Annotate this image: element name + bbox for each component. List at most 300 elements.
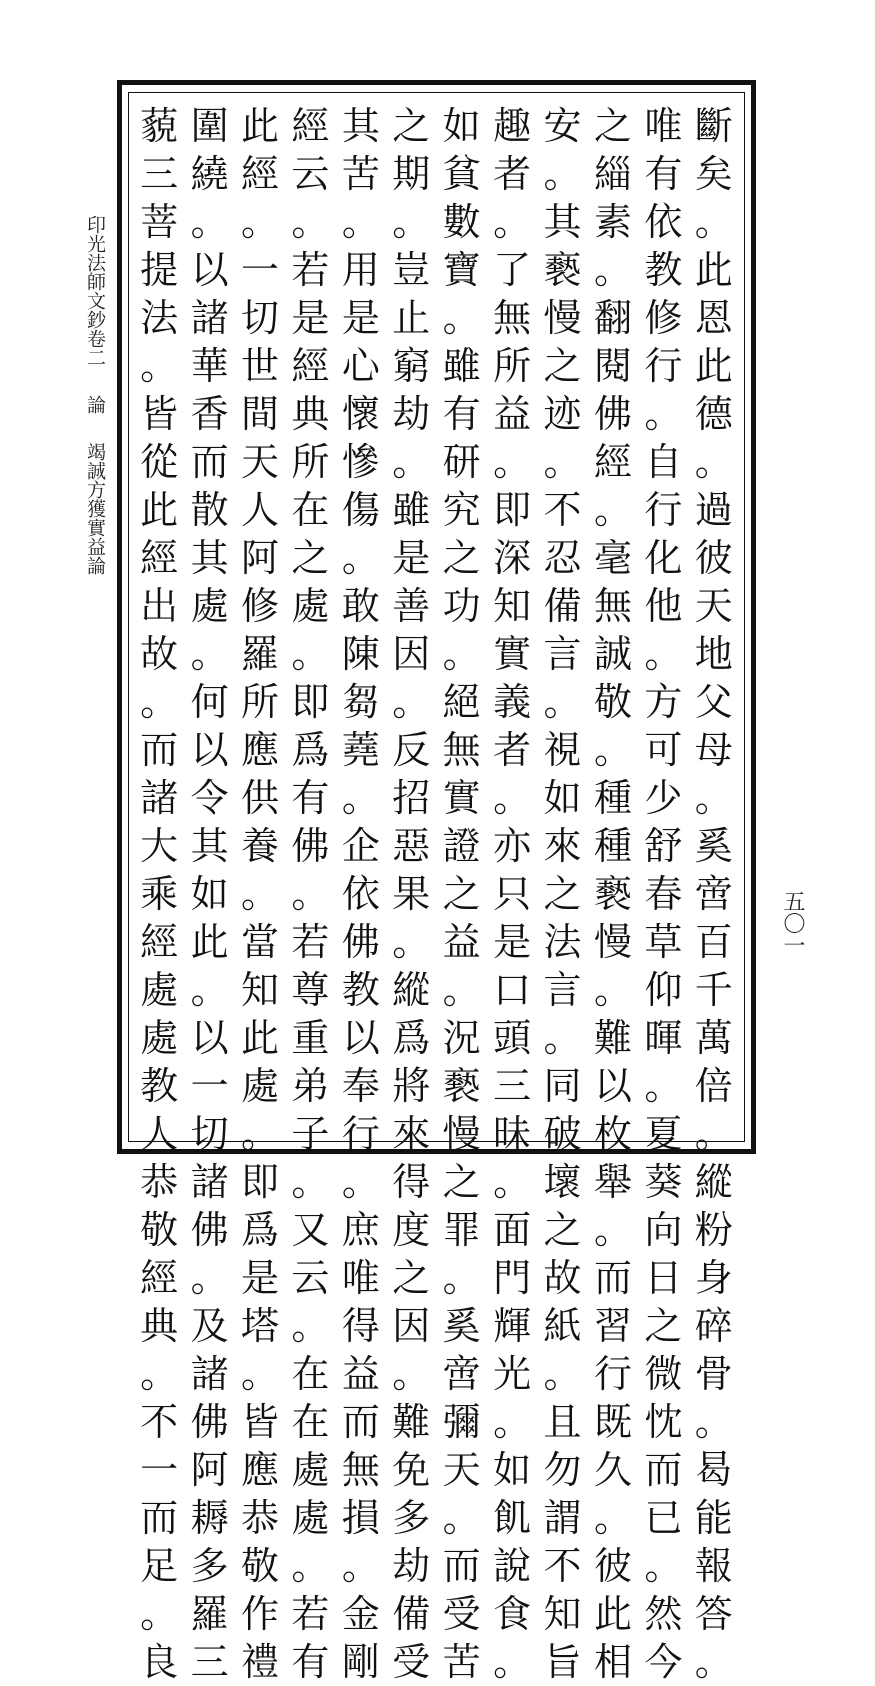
character: 此 [190, 920, 229, 964]
character: 。 [291, 1544, 330, 1588]
character: 知 [543, 1592, 582, 1636]
character: 若 [291, 1592, 330, 1636]
character: 佛 [291, 824, 330, 868]
character: 之 [392, 1256, 431, 1300]
character: 恭 [240, 1496, 279, 1540]
character: 。 [291, 872, 330, 916]
character: 日 [644, 1256, 683, 1300]
character: 云 [291, 152, 330, 196]
character: 光 [493, 1352, 532, 1396]
character: 忍 [543, 536, 582, 580]
character: 彌 [442, 1400, 481, 1444]
character: 繞 [190, 152, 229, 196]
character: 塔 [240, 1304, 279, 1348]
character: 曷 [694, 1448, 733, 1492]
character: 人 [140, 1112, 179, 1156]
character: 在 [291, 1352, 330, 1396]
character: 子 [291, 1112, 330, 1156]
character: 慘 [341, 440, 380, 484]
character: 爲 [240, 1208, 279, 1252]
character: 云 [291, 1256, 330, 1300]
character: 春 [644, 872, 683, 916]
character: 。 [694, 200, 733, 244]
character: 一 [190, 1064, 229, 1108]
character: 以 [593, 1064, 632, 1108]
character: 之 [543, 344, 582, 388]
character: 處 [291, 1448, 330, 1492]
character: 恭 [140, 1160, 179, 1204]
text-column [487, 96, 537, 1684]
character: 彼 [694, 536, 733, 580]
character: 相 [593, 1640, 632, 1684]
character: 倍 [694, 1064, 733, 1108]
character: 能 [694, 1496, 733, 1540]
character: 即 [493, 488, 532, 532]
main-text-body [134, 96, 739, 1684]
character: 切 [190, 1112, 229, 1156]
character: 。 [493, 200, 532, 244]
character: 。 [392, 1352, 431, 1396]
character: 處 [140, 968, 179, 1012]
character: 。 [190, 632, 229, 676]
character: 說 [493, 1544, 532, 1588]
character: 行 [341, 1112, 380, 1156]
character: 反 [392, 728, 431, 772]
character: 。 [442, 296, 481, 340]
character: 化 [644, 536, 683, 580]
character: 而 [442, 1544, 481, 1588]
character: 即 [291, 680, 330, 724]
character: 誠 [593, 632, 632, 676]
text-column [638, 96, 688, 1684]
character: 乘 [140, 872, 179, 916]
character: 是 [493, 920, 532, 964]
character: 如 [190, 872, 229, 916]
character: 。 [291, 200, 330, 244]
character: 佛 [593, 392, 632, 436]
character: 其 [190, 824, 229, 868]
character: 足 [140, 1544, 179, 1588]
character: 食 [493, 1592, 532, 1636]
character: 大 [140, 824, 179, 868]
character: 而 [341, 1400, 380, 1444]
character: 之 [392, 104, 431, 148]
character: 經 [593, 440, 632, 484]
character: 。 [291, 1160, 330, 1204]
character: 爲 [392, 1016, 431, 1060]
character: 言 [543, 632, 582, 676]
character: 。 [442, 1256, 481, 1300]
character: 而 [140, 728, 179, 772]
character: 舉 [593, 1160, 632, 1204]
character: 言 [543, 968, 582, 1012]
character: 貧 [442, 152, 481, 196]
character: 慢 [442, 1112, 481, 1156]
character: 。 [140, 1592, 179, 1636]
character: 奚 [694, 824, 733, 868]
character: 散 [190, 488, 229, 532]
character: 所 [291, 440, 330, 484]
character: 敬 [140, 1208, 179, 1252]
character: 皆 [140, 392, 179, 436]
character: 。 [593, 248, 632, 292]
character: 矣 [694, 152, 733, 196]
character: 心 [341, 344, 380, 388]
character: 一 [240, 248, 279, 292]
character: 實 [493, 632, 532, 676]
character: 證 [442, 824, 481, 868]
character: 敬 [593, 680, 632, 724]
margin-header [76, 215, 106, 575]
character: 可 [644, 728, 683, 772]
character: 啻 [694, 872, 733, 916]
character: 經 [140, 536, 179, 580]
character: 飢 [493, 1496, 532, 1540]
character: 華 [190, 344, 229, 388]
character: 阿 [240, 536, 279, 580]
character: 懷 [341, 392, 380, 436]
character: 應 [240, 1448, 279, 1492]
character: 佛 [341, 920, 380, 964]
character: 。 [341, 200, 380, 244]
character: 。 [493, 776, 532, 820]
character: 依 [341, 872, 380, 916]
character: 。 [341, 1544, 380, 1588]
character: 招 [392, 776, 431, 820]
character: 三 [140, 152, 179, 196]
character: 在 [291, 488, 330, 532]
character: 今 [644, 1640, 683, 1684]
character: 唯 [341, 1256, 380, 1300]
character: 縱 [392, 968, 431, 1012]
character: 。 [140, 680, 179, 724]
character: 剛 [341, 1640, 380, 1684]
character: 。 [190, 200, 229, 244]
character: 忱 [644, 1400, 683, 1444]
character: 如 [543, 776, 582, 820]
character: 無 [593, 584, 632, 628]
character: 之 [442, 872, 481, 916]
character: 視 [543, 728, 582, 772]
character: 此 [694, 344, 733, 388]
character: 。 [493, 1400, 532, 1444]
character: 敢 [341, 584, 380, 628]
character: 羅 [190, 1592, 229, 1636]
character: 來 [392, 1112, 431, 1156]
character: 了 [493, 248, 532, 292]
character: 耨 [190, 1496, 229, 1540]
character: 縱 [694, 1160, 733, 1204]
character: 處 [291, 1496, 330, 1540]
text-column [689, 96, 739, 1684]
character: 香 [190, 392, 229, 436]
character: 夏 [644, 1112, 683, 1156]
character: 修 [644, 296, 683, 340]
character: 。 [644, 1544, 683, 1588]
character: 以 [190, 1016, 229, 1060]
character: 良 [140, 1640, 179, 1684]
character: 處 [190, 584, 229, 628]
character: 。 [190, 968, 229, 1012]
character: 雖 [442, 344, 481, 388]
character: 葵 [644, 1160, 683, 1204]
character: 及 [190, 1304, 229, 1348]
character: 既 [593, 1400, 632, 1444]
character: 此 [240, 104, 279, 148]
character: 之 [442, 1160, 481, 1204]
character: 圍 [190, 104, 229, 148]
character: 人 [240, 488, 279, 532]
character: 教 [140, 1064, 179, 1108]
character: 。 [240, 1352, 279, 1396]
character: 同 [543, 1064, 582, 1108]
character: 。 [392, 440, 431, 484]
character: 從 [140, 440, 179, 484]
character: 即 [240, 1160, 279, 1204]
character: 。 [644, 1064, 683, 1108]
character: 是 [392, 536, 431, 580]
character: 其 [543, 200, 582, 244]
character: 用 [341, 248, 380, 292]
character: 。 [493, 1160, 532, 1204]
character: 經 [291, 344, 330, 388]
character: 行 [644, 344, 683, 388]
character: 閱 [593, 344, 632, 388]
character: 經 [291, 104, 330, 148]
character: 若 [291, 920, 330, 964]
character: 輝 [493, 1304, 532, 1348]
character: 經 [140, 1256, 179, 1300]
character: 多 [392, 1496, 431, 1540]
character: 傷 [341, 488, 380, 532]
character: 者 [493, 152, 532, 196]
essay-title: 竭誠方獲實益論 [84, 442, 106, 575]
character: 其 [341, 104, 380, 148]
character: 。 [341, 536, 380, 580]
character: 難 [392, 1400, 431, 1444]
character: 益 [442, 920, 481, 964]
character: 暉 [644, 1016, 683, 1060]
character: 陳 [341, 632, 380, 676]
character: 。 [341, 1160, 380, 1204]
character: 義 [493, 680, 532, 724]
character: 諸 [190, 1160, 229, 1204]
character: 皆 [240, 1400, 279, 1444]
character: 之 [593, 104, 632, 148]
character: 爲 [291, 728, 330, 772]
character: 苦 [442, 1640, 481, 1684]
character: 雖 [392, 488, 431, 532]
text-column [336, 96, 386, 1684]
character: 頭 [493, 1016, 532, 1060]
character: 罪 [442, 1208, 481, 1252]
character: 而 [140, 1496, 179, 1540]
character: 如 [493, 1448, 532, 1492]
character: 佛 [190, 1208, 229, 1252]
character: 亦 [493, 824, 532, 868]
character: 深 [493, 536, 532, 580]
character: 得 [392, 1160, 431, 1204]
character: 知 [493, 584, 532, 628]
character: 所 [240, 680, 279, 724]
character: 謂 [543, 1496, 582, 1540]
text-column [537, 96, 587, 1684]
character: 處 [291, 584, 330, 628]
character: 將 [392, 1064, 431, 1108]
character: 。 [140, 1352, 179, 1396]
character: 尊 [291, 968, 330, 1012]
character: 。 [291, 1304, 330, 1348]
character: 。 [543, 152, 582, 196]
character: 。 [190, 1256, 229, 1300]
character: 是 [291, 296, 330, 340]
character: 答 [694, 1592, 733, 1636]
character: 何 [190, 680, 229, 724]
character: 破 [543, 1112, 582, 1156]
character: 褻 [593, 872, 632, 916]
character: 仰 [644, 968, 683, 1012]
character: 。 [392, 920, 431, 964]
character: 教 [341, 968, 380, 1012]
character: 骨 [694, 1352, 733, 1396]
character: 。 [694, 1400, 733, 1444]
character: 褻 [543, 248, 582, 292]
character: 。 [694, 776, 733, 820]
character: 寶 [442, 248, 481, 292]
character: 弟 [291, 1064, 330, 1108]
character: 果 [392, 872, 431, 916]
character: 種 [593, 824, 632, 868]
character: 少 [644, 776, 683, 820]
character: 然 [644, 1592, 683, 1636]
character: 提 [140, 248, 179, 292]
character: 世 [240, 344, 279, 388]
character: 劫 [392, 1544, 431, 1588]
character: 之 [543, 1208, 582, 1252]
character: 出 [140, 584, 179, 628]
character: 。 [593, 728, 632, 772]
character: 豈 [392, 248, 431, 292]
character: 之 [543, 872, 582, 916]
character: 德 [694, 392, 733, 436]
character: 。 [442, 1496, 481, 1540]
character: 奉 [341, 1064, 380, 1108]
character: 是 [341, 296, 380, 340]
character: 枚 [593, 1112, 632, 1156]
character: 父 [694, 680, 733, 724]
character: 菩 [140, 200, 179, 244]
text-column [386, 96, 436, 1684]
character: 草 [644, 920, 683, 964]
character: 。 [392, 680, 431, 724]
character: 經 [240, 152, 279, 196]
character: 之 [644, 1304, 683, 1348]
character: 諸 [140, 776, 179, 820]
character: 。 [543, 680, 582, 724]
character: 益 [341, 1352, 380, 1396]
character: 。 [442, 968, 481, 1012]
character: 修 [240, 584, 279, 628]
character: 種 [593, 776, 632, 820]
character: 知 [240, 968, 279, 1012]
character: 。 [291, 632, 330, 676]
character: 。 [341, 776, 380, 820]
character: 只 [493, 872, 532, 916]
character: 數 [442, 200, 481, 244]
text-column [285, 96, 335, 1684]
character: 劫 [392, 392, 431, 436]
character: 惡 [392, 824, 431, 868]
character: 翻 [593, 296, 632, 340]
character: 究 [442, 488, 481, 532]
character: 。 [493, 440, 532, 484]
character: 旨 [543, 1640, 582, 1684]
character: 處 [140, 1016, 179, 1060]
character: 方 [644, 680, 683, 724]
character: 。 [543, 440, 582, 484]
character: 而 [190, 440, 229, 484]
character: 不 [140, 1400, 179, 1444]
character: 素 [593, 200, 632, 244]
character: 。 [694, 1640, 733, 1684]
character: 況 [442, 1016, 481, 1060]
character: 如 [442, 104, 481, 148]
text-column [134, 96, 184, 1684]
character: 得 [341, 1304, 380, 1348]
character: 損 [341, 1496, 380, 1540]
character: 以 [190, 728, 229, 772]
character: 。 [593, 1496, 632, 1540]
character: 已 [644, 1496, 683, 1540]
character: 之 [442, 536, 481, 580]
character: 諸 [190, 1352, 229, 1396]
character: 。 [593, 968, 632, 1012]
character: 不 [543, 488, 582, 532]
character: 度 [392, 1208, 431, 1252]
character: 益 [493, 392, 532, 436]
character: 唯 [644, 104, 683, 148]
character: 無 [341, 1448, 380, 1492]
character: 安 [543, 104, 582, 148]
character: 。 [392, 200, 431, 244]
character: 毫 [593, 536, 632, 580]
character: 佛 [190, 1400, 229, 1444]
character: 奚 [442, 1304, 481, 1348]
character: 面 [493, 1208, 532, 1252]
character: 絕 [442, 680, 481, 724]
character: 止 [392, 296, 431, 340]
character: 令 [190, 776, 229, 820]
character: 。 [140, 344, 179, 388]
character: 。 [644, 392, 683, 436]
character: 久 [593, 1448, 632, 1492]
character: 作 [240, 1592, 279, 1636]
character: 母 [694, 728, 733, 772]
character: 褻 [442, 1064, 481, 1108]
character: 重 [291, 1016, 330, 1060]
character: 門 [493, 1256, 532, 1300]
character: 在 [291, 1400, 330, 1444]
character: 故 [140, 632, 179, 676]
character: 三 [493, 1064, 532, 1108]
character: 難 [593, 1016, 632, 1060]
character: 自 [644, 440, 683, 484]
character: 此 [694, 248, 733, 292]
character: 以 [341, 1016, 380, 1060]
character: 恩 [694, 296, 733, 340]
character: 昧 [493, 1112, 532, 1156]
character: 勿 [543, 1448, 582, 1492]
